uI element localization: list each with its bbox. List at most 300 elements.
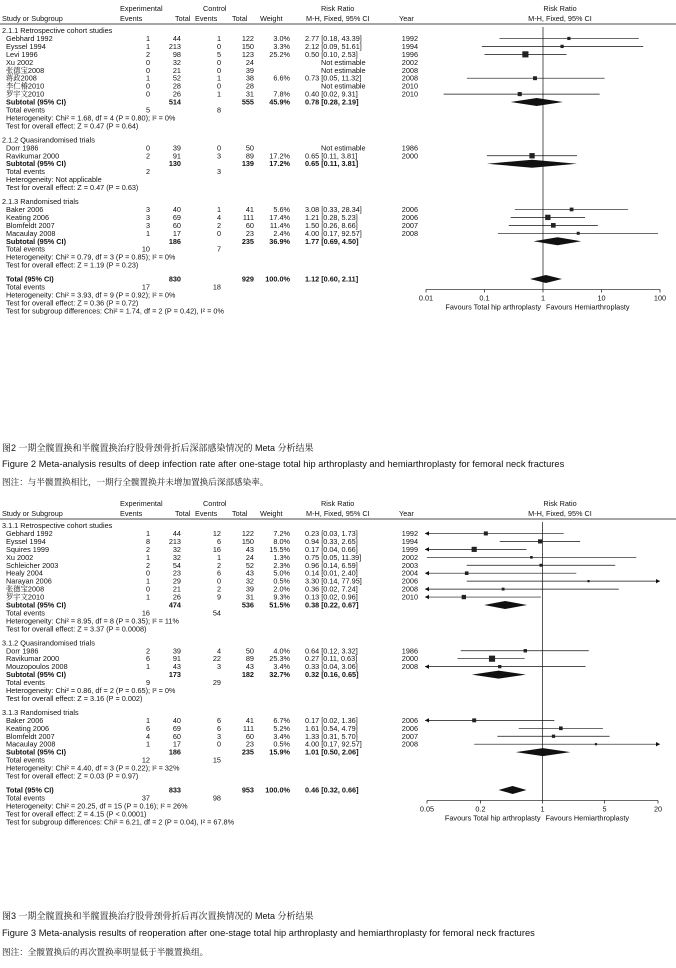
subgroup-1-study-2-point xyxy=(538,539,542,543)
subgroup-1-study-6-ctl-total: 43 xyxy=(245,568,254,578)
subgroup-2-study-1-point xyxy=(524,649,527,652)
subgroup-1-study-6-name: Healy 2004 xyxy=(6,568,43,578)
subgroup-1-study-4-weight: 1.3% xyxy=(273,552,290,562)
total-events-label: Total events xyxy=(6,793,45,803)
subgroup-1-study-3-ci: 0.17 [0.04, 0.66] xyxy=(305,544,358,554)
subgroup-3-study-4-exp-events: 1 xyxy=(145,228,150,238)
subgroup-1-subtotal-exp-total: 514 xyxy=(168,97,181,107)
subgroup-2-study-2-ctl-total: 89 xyxy=(245,151,254,161)
subgroup-1-study-2-ci: 2.12 [0.09, 51.61] xyxy=(305,41,362,51)
subgroup-1-study-7-year: 2010 xyxy=(401,81,418,91)
subgroup-2-study-2-exp-events: 2 xyxy=(145,151,150,161)
x-tick-label-2: 0.2 xyxy=(475,804,486,814)
subgroup-1-study-3-ctl-events: 16 xyxy=(212,544,221,554)
subgroup-1-study-5-exp-events: 2 xyxy=(145,560,150,570)
subgroup-1-study-3-year: 1999 xyxy=(401,544,418,554)
subgroup-3-subtotal-weight: 15.9% xyxy=(269,747,290,757)
total-exp-total: 830 xyxy=(168,274,181,284)
total-ci: 1.12 [0.60, 2.11] xyxy=(305,274,359,284)
subgroup-3-study-1-ctl-events: 6 xyxy=(216,715,221,725)
subgroup-1-study-7-exp-events: 0 xyxy=(145,81,150,91)
total-ci: 0.46 [0.32, 0.66] xyxy=(305,785,359,795)
total-events-ctl: 18 xyxy=(212,282,221,292)
favours-left: Favours Total hip arthroplasty xyxy=(445,302,541,312)
subgroup-1-study-1-year: 1992 xyxy=(401,33,418,43)
subgroup-2-study-3-ctl-total: 43 xyxy=(245,662,254,672)
subgroup-1-study-4-year: 2002 xyxy=(401,552,418,562)
subgroup-1-study-6-ctl-total: 38 xyxy=(245,73,254,83)
subgroup-1-study-3-name: Squires 1999 xyxy=(6,544,50,554)
subgroup-2-events-exp: 2 xyxy=(145,167,150,177)
subgroup-2-study-2-weight: 25.3% xyxy=(269,654,290,664)
subgroup-2-study-2-ctl-total: 89 xyxy=(245,654,254,664)
favours-right: Favours Hemiarthroplasty xyxy=(545,813,630,823)
subgroup-3-study-4-ctl-events: 0 xyxy=(216,739,221,749)
subgroup-3-events-label: Total events xyxy=(6,244,45,254)
subgroup-2-study-3-arrow-left xyxy=(425,664,429,668)
subgroup-1-study-7-ctl-total: 28 xyxy=(245,81,254,91)
subgroup-3-study-2-weight: 5.2% xyxy=(273,723,290,733)
subgroup-1-events-exp: 16 xyxy=(141,608,150,618)
subgroup-3-study-2-point xyxy=(559,726,563,730)
total-ctl-total: 929 xyxy=(241,274,254,284)
subgroup-3-study-3-name: Blomfeldt 2007 xyxy=(6,220,55,230)
subgroup-2-study-1-exp-total: 39 xyxy=(172,646,181,656)
subgroup-1-study-6-ci: 0.73 [0.05, 11.32] xyxy=(305,73,362,83)
subgroup-1-study-9-exp-total: 26 xyxy=(172,592,181,602)
subgroup-3-study-3-point xyxy=(552,735,555,738)
subgroup-1-study-2-ctl-events: 6 xyxy=(216,536,221,546)
subgroup-1-study-8-ci: 0.40 [0.02, 9.31] xyxy=(305,89,358,99)
figure-3-caption-en: Figure 3 Meta-analysis results of reoperation after one-stage total hip arthroplasty and hemiarthroplasty for femoral neck fractures xyxy=(2,928,535,938)
subgroup-1-study-1-exp-total: 44 xyxy=(172,528,181,538)
subgroup-2-study-1-weight: 4.0% xyxy=(273,646,290,656)
subgroup-3-study-1-year: 2006 xyxy=(401,715,418,725)
subgroup-2-subtotal-exp-total: 130 xyxy=(168,159,181,169)
subgroup-2-study-2-point xyxy=(489,656,495,662)
subgroup-2-study-1-year: 1986 xyxy=(401,143,418,153)
subgroup-1-study-1-exp-total: 44 xyxy=(172,33,181,43)
subgroup-3-study-2-exp-events: 3 xyxy=(145,212,150,222)
subgroup-2-study-3-ci: 0.33 [0.04, 3.06] xyxy=(305,662,358,672)
subgroup-1-study-8-year: 2010 xyxy=(401,89,418,99)
subgroup-3-overall-effect: Test for overall effect: Z = 1.19 (P = 0.23) xyxy=(6,260,139,270)
subgroup-1-study-7-name: 李仁椿2010 xyxy=(6,81,45,91)
subgroup-2-events-ctl: 3 xyxy=(216,167,221,177)
subgroup-1-subtotal-label: Subtotal (95% CI) xyxy=(6,97,66,107)
subgroup-3-study-4-name: Macaulay 2008 xyxy=(6,739,56,749)
subgroup-3-study-4-exp-total: 17 xyxy=(172,228,181,238)
forest-plot-figure-3 xyxy=(0,495,676,907)
header-study: Study or Subgroup xyxy=(2,509,63,518)
subgroup-1-study-7-exp-events: 1 xyxy=(145,576,150,586)
subgroup-1-study-6-year: 2004 xyxy=(401,568,418,578)
subgroup-1-study-1-ci: 0.23 [0.03, 1.73] xyxy=(305,528,358,538)
subgroup-2-study-1-ci: 0.64 [0.12, 3.32] xyxy=(305,646,358,656)
subgroup-1-study-4-exp-total: 32 xyxy=(172,57,181,67)
subgroup-3-study-1-ctl-events: 1 xyxy=(216,204,221,214)
subgroup-2-events-label: Total events xyxy=(6,678,45,688)
subgroup-3-subtotal-exp-total: 186 xyxy=(168,236,181,246)
subgroup-1-study-2-ci: 0.94 [0.33, 2.65] xyxy=(305,536,358,546)
subgroup-3-study-1-weight: 5.6% xyxy=(273,204,290,214)
subgroup-1-subtotal-exp-total: 474 xyxy=(168,600,181,610)
subgroup-3-study-2-exp-total: 69 xyxy=(172,723,181,733)
subgroup-3-study-2-year: 2006 xyxy=(401,723,418,733)
x-tick-label-4: 5 xyxy=(602,804,607,814)
subgroup-1-subtotal-diamond xyxy=(511,98,563,106)
subgroup-1-study-9-weight: 9.3% xyxy=(273,592,290,602)
subgroup-1-study-4-point xyxy=(530,556,533,559)
subgroup-1-study-3-weight: 15.5% xyxy=(269,544,290,554)
footer-line-3: Test for subgroup differences: Chi² = 1.74, df = 2 (P = 0.42), I² = 0% xyxy=(6,306,224,316)
subgroup-1-study-7-year: 2006 xyxy=(401,576,418,586)
subgroup-1-study-9-ctl-total: 31 xyxy=(245,592,254,602)
header-weight: Weight xyxy=(260,509,283,518)
subgroup-1-study-2-exp-events: 1 xyxy=(145,41,150,51)
subgroup-1-study-5-exp-events: 0 xyxy=(145,65,150,75)
subgroup-1-study-5-name: 张德宝2008 xyxy=(6,65,45,75)
subgroup-1-study-1-ctl-total: 122 xyxy=(241,528,254,538)
subgroup-1-study-6-ctl-events: 1 xyxy=(216,73,221,83)
subgroup-1-study-2-ctl-total: 150 xyxy=(241,536,254,546)
subgroup-3-study-1-year: 2006 xyxy=(401,204,418,214)
subgroup-1-study-3-year: 1996 xyxy=(401,49,418,59)
header-weight: Weight xyxy=(260,14,283,23)
x-tick-label-1: 0.01 xyxy=(418,293,434,303)
subgroup-2-subtotal-label: Subtotal (95% CI) xyxy=(6,670,66,680)
subgroup-1-study-8-year: 2008 xyxy=(401,584,418,594)
subgroup-1-study-5-weight: 2.3% xyxy=(273,560,290,570)
subgroup-3-events-ctl: 15 xyxy=(212,755,221,765)
subgroup-1-study-3-exp-total: 98 xyxy=(172,49,181,59)
subgroup-1-study-2-exp-total: 213 xyxy=(168,41,181,51)
subgroup-3-overall-effect: Test for overall effect: Z = 0.03 (P = 0.97) xyxy=(6,771,139,781)
subgroup-1-study-8-point xyxy=(518,92,522,96)
subgroup-3-subtotal-diamond xyxy=(534,237,582,245)
header-ctl-total: Total xyxy=(232,14,248,23)
subgroup-1-study-5-ctl-events: 0 xyxy=(216,65,221,75)
subgroup-1-study-5-year: 2003 xyxy=(401,560,418,570)
subgroup-3-study-2-point xyxy=(545,215,550,220)
subgroup-3-study-1-point xyxy=(570,208,574,212)
subgroup-1-study-2-exp-events: 8 xyxy=(145,536,150,546)
total-ctl-total: 953 xyxy=(241,785,254,795)
subgroup-1-study-8-exp-events: 0 xyxy=(145,89,150,99)
x-tick-label-3: 1 xyxy=(540,804,545,814)
subgroup-2-overall-effect: Test for overall effect: Z = 3.16 (P = 0.002) xyxy=(6,693,143,703)
subgroup-1-study-3-ci: 0.50 [0.10, 2.53] xyxy=(305,49,358,59)
favours-left: Favours Total hip arthroplasty xyxy=(444,813,541,823)
subgroup-1-study-5-name: Schleicher 2003 xyxy=(6,560,59,570)
subgroup-3-events-ctl: 7 xyxy=(216,244,221,254)
subgroup-2-study-1-exp-events: 0 xyxy=(145,143,150,153)
subgroup-1-study-2-name: Eyssel 1994 xyxy=(6,41,46,51)
subgroup-1-subtotal-label: Subtotal (95% CI) xyxy=(6,600,66,610)
subgroup-1-study-1-name: Gebhard 1992 xyxy=(6,528,53,538)
subgroup-1-subtotal-weight: 45.9% xyxy=(269,97,290,107)
subgroup-3-study-4-ci: 4.00 [0.17, 92.57] xyxy=(305,228,362,238)
total-label: Total (95% CI) xyxy=(6,274,54,284)
header-risk-ratio: Risk Ratio xyxy=(321,499,355,508)
subgroup-2-study-2-name: Ravikumar 2000 xyxy=(6,654,60,664)
subgroup-1-study-6-arrow-left xyxy=(425,571,429,575)
x-tick-label-4: 10 xyxy=(597,293,606,303)
header-method-plot: M-H, Fixed, 95% CI xyxy=(528,509,592,518)
subgroup-1-study-8-point xyxy=(502,588,505,591)
subgroup-1-subtotal-ctl-total: 555 xyxy=(241,97,254,107)
subgroup-2-study-2-exp-total: 91 xyxy=(172,151,181,161)
subgroup-2-subtotal-ctl-total: 182 xyxy=(241,670,254,680)
subgroup-3-study-3-point xyxy=(551,223,556,228)
subgroup-3-study-3-ctl-events: 2 xyxy=(216,220,221,230)
subgroup-3-subtotal-diamond xyxy=(516,748,571,756)
subgroup-1-study-8-name: 张德宝2008 xyxy=(6,584,45,594)
subgroup-1-study-8-weight: 2.0% xyxy=(273,584,290,594)
subgroup-1-study-5-point xyxy=(539,564,542,567)
subgroup-1-study-5-exp-total: 54 xyxy=(172,560,181,570)
subgroup-1-study-4-exp-events: 0 xyxy=(145,57,150,67)
subgroup-2-study-3-name: Mouzopoulos 2008 xyxy=(6,662,68,672)
subgroup-2-study-3-ctl-events: 3 xyxy=(216,662,221,672)
subgroup-1-study-6-point xyxy=(533,76,537,80)
subgroup-3-study-3-year: 2007 xyxy=(401,731,418,741)
subgroup-3-study-1-exp-events: 3 xyxy=(145,204,150,214)
subgroup-1-study-5-ctl-total: 52 xyxy=(245,560,254,570)
total-exp-total: 833 xyxy=(168,785,181,795)
header-exp-events: Events xyxy=(120,509,143,518)
subgroup-1-study-3-exp-total: 32 xyxy=(172,544,181,554)
subgroup-3-study-3-ctl-total: 60 xyxy=(245,731,254,741)
header-ctl-events: Events xyxy=(195,509,218,518)
footer-line-3: Test for subgroup differences: Chi² = 6.21, df = 2 (P = 0.04), I² = 67.8% xyxy=(6,817,235,827)
subgroup-1-study-7-exp-total: 29 xyxy=(172,576,181,586)
subgroup-1-study-3-exp-events: 2 xyxy=(145,544,150,554)
subgroup-1-study-7-exp-total: 28 xyxy=(172,81,181,91)
subgroup-3-study-3-year: 2007 xyxy=(401,220,418,230)
subgroup-3-subtotal-weight: 36.9% xyxy=(269,236,290,246)
subgroup-1-study-3-name: Levi 1996 xyxy=(6,49,38,59)
subgroup-2-subtotal-weight: 17.2% xyxy=(269,159,290,169)
subgroup-1-heterogeneity: Heterogeneity: Chi² = 8.95, df = 8 (P = 0.35); I² = 11% xyxy=(6,616,179,626)
subgroup-3-study-2-ci: 1.61 [0.54, 4.79] xyxy=(305,723,358,733)
subgroup-2-study-2-exp-total: 91 xyxy=(172,654,181,664)
header-study: Study or Subgroup xyxy=(2,14,63,23)
subgroup-3-study-4-name: Macaulay 2008 xyxy=(6,228,56,238)
subgroup-1-study-4-year: 2002 xyxy=(401,57,418,67)
subgroup-3-study-1-exp-events: 1 xyxy=(145,715,150,725)
subgroup-2-study-1-ctl-events: 4 xyxy=(216,646,221,656)
total-weight: 100.0% xyxy=(265,274,290,284)
total-events-ctl: 98 xyxy=(212,793,221,803)
subgroup-3-study-2-ctl-total: 111 xyxy=(242,723,254,733)
subgroup-1-study-2-ctl-events: 0 xyxy=(216,41,221,51)
subgroup-3-study-1-arrow-left xyxy=(425,718,429,722)
subgroup-1-study-4-ctl-total: 24 xyxy=(245,57,254,67)
subgroup-1-title: 2.1.1 Retrospective cohort studies xyxy=(2,26,113,35)
total-label: Total (95% CI) xyxy=(6,785,54,795)
subgroup-1-events-label: Total events xyxy=(6,105,45,115)
header-exp-total: Total xyxy=(175,14,191,23)
subgroup-1-study-6-exp-total: 52 xyxy=(172,73,181,83)
subgroup-2-heterogeneity: Heterogeneity: Not applicable xyxy=(6,175,102,185)
subgroup-1-study-4-ctl-events: 0 xyxy=(216,57,221,67)
subgroup-3-study-3-exp-events: 4 xyxy=(145,731,150,741)
subgroup-3-subtotal-ctl-total: 235 xyxy=(241,236,254,246)
subgroup-1-study-4-ctl-events: 1 xyxy=(216,552,221,562)
x-tick-label-3: 1 xyxy=(540,293,546,303)
subgroup-2-study-2-weight: 17.2% xyxy=(269,151,290,161)
subgroup-2-subtotal-ctl-total: 139 xyxy=(241,159,254,169)
subgroup-2-title: 2.1.2 Quasirandomised trials xyxy=(2,135,95,145)
subgroup-1-study-1-ctl-events: 12 xyxy=(212,528,221,538)
subgroup-1-study-5-ci: Not estimable xyxy=(321,65,366,75)
subgroup-1-study-7-ci: Not estimable xyxy=(321,81,366,91)
subgroup-3-study-4-ctl-events: 0 xyxy=(216,228,221,238)
subgroup-3-events-label: Total events xyxy=(6,755,45,765)
subgroup-2-subtotal-diamond xyxy=(487,160,577,168)
subgroup-1-study-9-point xyxy=(462,595,466,599)
subgroup-1-study-1-year: 1992 xyxy=(401,528,418,538)
subgroup-3-study-3-weight: 11.4% xyxy=(269,220,290,230)
figure-2-caption-cn: 图2 一期全髋置换和半髋置换治疗股骨颈骨折后深部感染情况的 Meta 分析结果 xyxy=(2,443,314,453)
subgroup-3-study-4-exp-events: 1 xyxy=(145,739,150,749)
subgroup-1-study-1-ci: 2.77 [0.18, 43.39] xyxy=(305,33,362,43)
subgroup-3-study-2-weight: 17.4% xyxy=(269,212,290,222)
subgroup-1-study-6-point xyxy=(465,571,469,575)
subgroup-1-study-8-ci: 0.36 [0.02, 7.24] xyxy=(305,584,358,594)
subgroup-1-study-7-weight: 0.5% xyxy=(273,576,290,586)
subgroup-3-study-4-weight: 2.4% xyxy=(273,228,290,238)
subgroup-1-study-7-arrow-right xyxy=(656,579,660,583)
header-risk-ratio: Risk Ratio xyxy=(321,4,355,13)
subgroup-3-study-4-point xyxy=(577,232,580,235)
subgroup-2-overall-effect: Test for overall effect: Z = 0.47 (P = 0.63) xyxy=(6,183,139,193)
subgroup-3-study-2-ci: 1.21 [0.28, 5.23] xyxy=(305,212,358,222)
header-ctl-total: Total xyxy=(232,509,248,518)
subgroup-1-study-5-ctl-events: 2 xyxy=(216,560,221,570)
subgroup-3-subtotal-ci: 1.77 [0.69, 4.50] xyxy=(305,236,359,246)
subgroup-1-study-1-point xyxy=(567,37,570,40)
subgroup-1-study-9-year: 2010 xyxy=(401,592,418,602)
subgroup-3-study-1-ctl-total: 41 xyxy=(245,204,254,214)
subgroup-3-study-3-weight: 3.4% xyxy=(273,731,290,741)
subgroup-1-study-8-ctl-total: 39 xyxy=(245,584,254,594)
subgroup-1-study-2-year: 1994 xyxy=(401,536,418,546)
subgroup-1-study-4-ctl-total: 24 xyxy=(245,552,254,562)
subgroup-3-study-3-name: Blomfeldt 2007 xyxy=(6,731,55,741)
subgroup-3-study-1-exp-total: 40 xyxy=(172,204,181,214)
subgroup-1-study-8-exp-events: 0 xyxy=(145,584,150,594)
subgroup-2-study-2-exp-events: 6 xyxy=(145,654,150,664)
footer-line-2: Test for overall effect: Z = 4.15 (P < 0.0001) xyxy=(6,809,147,819)
subgroup-1-study-8-weight: 7.8% xyxy=(273,89,290,99)
subgroup-1-study-6-weight: 5.0% xyxy=(273,568,290,578)
subgroup-1-study-4-ci: Not estimable xyxy=(321,57,366,67)
subgroup-3-subtotal-exp-total: 186 xyxy=(168,747,181,757)
subgroup-2-study-1-ctl-total: 50 xyxy=(245,646,254,656)
subgroup-2-study-3-year: 2008 xyxy=(401,662,418,672)
header-experimental: Experimental xyxy=(120,4,163,13)
subgroup-3-study-2-year: 2006 xyxy=(401,212,418,222)
subgroup-3-study-1-point xyxy=(472,718,476,722)
subgroup-3-study-3-ci: 1.50 [0.26, 8.66] xyxy=(305,220,358,230)
subgroup-1-study-1-weight: 7.2% xyxy=(273,528,290,538)
header-control: Control xyxy=(203,499,227,508)
subgroup-1-study-3-weight: 25.2% xyxy=(269,49,290,59)
subgroup-2-study-1-ctl-events: 0 xyxy=(216,143,221,153)
footer-line-1: Heterogeneity: Chi² = 20.25, df = 15 (P = 0.16); I² = 26% xyxy=(6,801,188,811)
subgroup-1-study-1-ctl-events: 1 xyxy=(216,33,221,43)
subgroup-2-study-1-year: 1986 xyxy=(401,646,418,656)
subgroup-2-study-1-ci: Not estimable xyxy=(321,143,366,153)
figure-2-caption-en: Figure 2 Meta-analysis results of deep infection rate after one-stage total hip arthroplasty and hemiarthroplasty for femoral neck fractures xyxy=(2,459,565,469)
subgroup-3-study-4-arrow-right xyxy=(656,742,660,746)
subgroup-1-study-8-ctl-total: 31 xyxy=(245,89,254,99)
subgroup-1-study-8-ctl-events: 1 xyxy=(216,89,221,99)
subgroup-3-events-exp: 12 xyxy=(141,755,150,765)
subgroup-3-study-4-ctl-total: 23 xyxy=(245,739,254,749)
subgroup-2-study-3-weight: 3.4% xyxy=(273,662,290,672)
subgroup-3-study-3-ctl-events: 3 xyxy=(216,731,221,741)
subgroup-1-study-4-exp-events: 1 xyxy=(145,552,150,562)
subgroup-3-study-2-ctl-total: 111 xyxy=(242,212,254,222)
subgroup-2-study-3-point xyxy=(498,665,501,668)
subgroup-1-study-1-name: Gebhard 1992 xyxy=(6,33,53,43)
subgroup-2-study-1-exp-events: 2 xyxy=(145,646,150,656)
subgroup-1-study-6-exp-events: 1 xyxy=(145,73,150,83)
subgroup-1-study-7-point xyxy=(587,580,589,582)
subgroup-1-study-6-ci: 0.14 [0.01, 2.40] xyxy=(305,568,358,578)
subgroup-1-study-9-arrow-left xyxy=(425,595,429,599)
subgroup-1-study-3-arrow-left xyxy=(425,547,429,551)
subgroup-3-study-2-ctl-events: 4 xyxy=(216,212,221,222)
subgroup-2-events-label: Total events xyxy=(6,167,45,177)
header-risk-ratio-plot: Risk Ratio xyxy=(543,4,577,13)
subgroup-3-study-2-exp-events: 6 xyxy=(145,723,150,733)
subgroup-2-study-2-year: 2000 xyxy=(401,151,418,161)
total-events-label: Total events xyxy=(6,282,45,292)
x-tick-label-1: 0.05 xyxy=(419,804,435,814)
subgroup-3-subtotal-ctl-total: 235 xyxy=(241,747,254,757)
subgroup-1-study-6-exp-events: 0 xyxy=(145,568,150,578)
subgroup-2-study-1-name: Dorr 1986 xyxy=(6,646,39,656)
footer-line-2: Test for overall effect: Z = 0.36 (P = 0.72) xyxy=(6,298,139,308)
header-method: M-H, Fixed, 95% CI xyxy=(306,509,370,518)
subgroup-1-study-2-point xyxy=(560,45,563,48)
subgroup-3-study-3-exp-total: 60 xyxy=(172,220,181,230)
subgroup-1-study-3-ctl-total: 123 xyxy=(241,49,254,59)
subgroup-2-study-2-point xyxy=(529,153,534,158)
subgroup-2-study-2-ci: 0.27 [0.11, 0.63] xyxy=(305,654,358,664)
subgroup-1-study-1-weight: 3.0% xyxy=(273,33,290,43)
subgroup-3-heterogeneity: Heterogeneity: Chi² = 4.40, df = 3 (P = 0.22); I² = 32% xyxy=(6,763,180,773)
header-ctl-events: Events xyxy=(195,14,218,23)
subgroup-2-study-1-exp-total: 39 xyxy=(172,143,181,153)
subgroup-3-study-1-name: Baker 2006 xyxy=(6,715,44,725)
subgroup-1-study-3-ctl-events: 5 xyxy=(216,49,221,59)
subgroup-3-study-4-exp-total: 17 xyxy=(172,739,181,749)
subgroup-1-study-6-exp-total: 23 xyxy=(172,568,181,578)
subgroup-1-study-3-point xyxy=(472,547,477,552)
subgroup-1-study-4-exp-total: 32 xyxy=(172,552,181,562)
subgroup-3-subtotal-label: Subtotal (95% CI) xyxy=(6,747,66,757)
header-exp-total: Total xyxy=(175,509,191,518)
subgroup-1-study-5-exp-total: 21 xyxy=(172,65,181,75)
subgroup-3-title: 3.1.3 Randomised trials xyxy=(2,707,79,717)
subgroup-1-events-ctl: 54 xyxy=(212,608,221,618)
subgroup-1-subtotal-ci: 0.78 [0.28, 2.19] xyxy=(305,97,359,107)
